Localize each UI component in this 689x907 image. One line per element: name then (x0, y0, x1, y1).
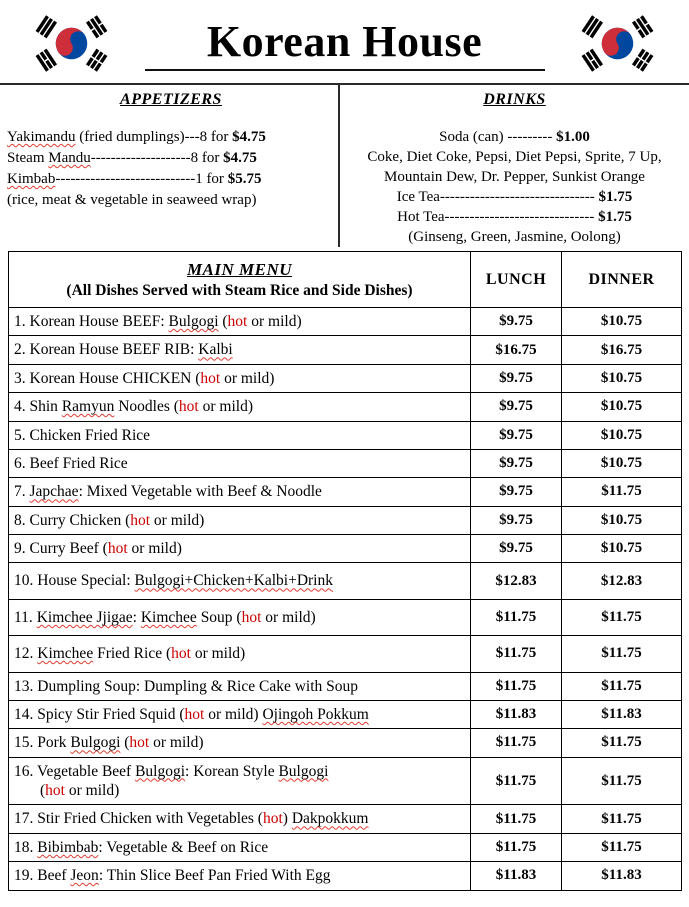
korean-word: Bulgogi (168, 313, 219, 330)
menu-row (9, 672, 682, 700)
dinner-column-header: DINNER (562, 252, 682, 308)
title-block (119, 12, 570, 71)
menu-item-name: 1. Korean House BEEF: Bulgogi (hot or mild) (9, 308, 471, 336)
menu-item-name: 15. Pork Bulgogi (hot or mild) (9, 729, 471, 757)
hot-indicator: hot (200, 369, 221, 387)
dinner-price: $10.75 (562, 393, 682, 421)
menu-row (9, 833, 682, 861)
korean-word: Bulgogi (135, 762, 186, 780)
dinner-price: $10.75 (562, 449, 682, 477)
menu-item-name: 4. Shin Ramyun Noodles (hot or mild) (9, 393, 471, 421)
lunch-price: $11.83 (471, 700, 562, 728)
hot-indicator: hot (178, 398, 199, 416)
menu-item-name: 19. Beef Jeon: Thin Slice Beef Pan Fried With Egg (9, 862, 471, 890)
korean-word: Kimchee Jjigae (36, 608, 133, 626)
drink-line: (Ginseng, Green, Jasmine, Oolong) (408, 229, 621, 245)
appetizers-list (4, 127, 338, 211)
lunch-price: $9.75 (471, 393, 562, 421)
hot-indicator: hot (129, 734, 150, 752)
menu-row (9, 506, 682, 534)
menu-item-name-line2: (hot or mild) (40, 782, 120, 799)
drinks-list (340, 127, 689, 247)
menu-row (9, 599, 682, 635)
korean-word: Yakimandu (7, 129, 76, 145)
korean-word: Ojingoh Pokkum (262, 705, 369, 723)
menu-row (9, 421, 682, 449)
lunch-price: $11.75 (471, 672, 562, 700)
menu-item-name: 14. Spicy Stir Fried Squid (hot or mild) Ojingoh Pokkum (9, 700, 471, 728)
menu-row (9, 478, 682, 506)
lunch-price: $11.83 (471, 862, 562, 890)
menu-item-name: 9. Curry Beef (hot or mild) (9, 535, 471, 563)
dinner-price: $11.75 (562, 805, 682, 833)
menu-item-name: 12. Kimchee Fried Rice (hot or mild) (9, 636, 471, 672)
menu-row (9, 364, 682, 392)
title-underline-rule (145, 69, 545, 71)
lunch-price: $9.75 (471, 308, 562, 336)
hot-indicator: hot (227, 313, 248, 330)
lunch-price: $9.75 (471, 478, 562, 506)
menu-item-name: 13. Dumpling Soup: Dumpling & Rice Cake with Soup (9, 672, 471, 700)
hot-indicator: hot (45, 782, 65, 799)
lunch-price: $11.75 (471, 729, 562, 757)
menu-item-name: 2. Korean House BEEF RIB: Kalbi (9, 336, 471, 364)
appetizer-line: (rice, meat & vegetable in seaweed wrap) (7, 192, 257, 208)
lunch-price: $9.75 (471, 421, 562, 449)
dinner-price: $10.75 (562, 535, 682, 563)
dinner-price: $11.75 (562, 833, 682, 861)
menu-item-name: 11. Kimchee Jjigae: Kimchee Soup (hot or mild) (9, 599, 471, 635)
menu-item-name: 16. Vegetable Beef Bulgogi: Korean Style Bulgogi (hot or mild) (9, 757, 471, 805)
dinner-price: $10.75 (562, 421, 682, 449)
menu-row (9, 449, 682, 477)
lunch-price: $16.75 (471, 336, 562, 364)
hot-indicator: hot (107, 540, 128, 557)
dinner-price: $11.75 (562, 478, 682, 506)
menu-item-name: 3. Korean House CHICKEN (hot or mild) (9, 364, 471, 392)
menu-row (9, 336, 682, 364)
main-menu-subheading: (All Dishes Served with Steam Rice and Side Dishes) (66, 281, 413, 299)
dinner-price: $11.83 (562, 700, 682, 728)
main-menu-heading-cell (9, 252, 471, 308)
appetizers-heading: APPETIZERS (120, 91, 222, 108)
appetizer-line: Kimbab----------------------------1 for $5.75 (7, 171, 262, 187)
lunch-price: $9.75 (471, 535, 562, 563)
menu-header-row (9, 252, 682, 308)
korean-word: Mandu (48, 150, 91, 166)
korean-word: Jeon (70, 867, 99, 885)
dinner-price: $11.75 (562, 599, 682, 635)
dinner-price: $11.75 (562, 636, 682, 672)
dinner-price: $10.75 (562, 364, 682, 392)
page-title: Korean House (206, 17, 483, 66)
hot-indicator: hot (171, 645, 191, 663)
hot-indicator: hot (241, 608, 262, 626)
lunch-price: $11.75 (471, 757, 562, 805)
dinner-price: $10.75 (562, 506, 682, 534)
menu-item-name: 10. House Special: Bulgogi+Chicken+Kalbi+Drink (9, 563, 471, 599)
korean-flag-left-icon (24, 12, 119, 75)
lunch-price: $11.75 (471, 599, 562, 635)
drink-line: Coke, Diet Coke, Pepsi, Diet Pepsi, Sprite, 7 Up, (367, 149, 662, 165)
dinner-price: $11.75 (562, 672, 682, 700)
masthead (0, 0, 689, 75)
korean-word: Dakpokkum (291, 810, 369, 828)
lunch-column-header: LUNCH (471, 252, 562, 308)
menu-item-name: 6. Beef Fried Rice (9, 449, 471, 477)
main-menu-table (8, 251, 682, 891)
korean-word: Kimchee (140, 608, 197, 626)
korean-word: Bulgogi+Chicken+Kalbi+Drink (134, 572, 333, 590)
lunch-price: $11.75 (471, 805, 562, 833)
lunch-price: $9.75 (471, 364, 562, 392)
dinner-price: $11.75 (562, 757, 682, 805)
menu-row (9, 805, 682, 833)
lunch-price: $11.75 (471, 833, 562, 861)
dinner-price: $11.83 (562, 862, 682, 890)
drink-line: Mountain Dew, Dr. Pepper, Sunkist Orange (384, 169, 645, 185)
menu-row (9, 393, 682, 421)
korean-word: Bulgogi (278, 762, 329, 780)
drink-line: Hot Tea------------------------------ $1.75 (397, 209, 632, 225)
dinner-price: $10.75 (562, 308, 682, 336)
dinner-price: $16.75 (562, 336, 682, 364)
korean-word: Ramyun (61, 398, 115, 416)
menu-row (9, 636, 682, 672)
appetizer-line: Steam Mandu--------------------8 for $4.75 (7, 150, 257, 166)
menu-item-name: 8. Curry Chicken (hot or mild) (9, 506, 471, 534)
menu-item-name: 17. Stir Fried Chicken with Vegetables (hot) Dakpokkum (9, 805, 471, 833)
dinner-price: $12.83 (562, 563, 682, 599)
menu-row (9, 308, 682, 336)
drink-line: Soda (can) --------- $1.00 (439, 129, 590, 145)
menu-row (9, 729, 682, 757)
menu-row (9, 757, 682, 805)
starters-and-drinks-section (0, 83, 689, 247)
hot-indicator: hot (262, 810, 283, 828)
menu-item-name: 5. Chicken Fried Rice (9, 421, 471, 449)
menu-row (9, 862, 682, 890)
main-menu-heading: MAIN MENU (186, 259, 293, 279)
korean-flag-right-icon (570, 12, 665, 75)
drink-line: Ice Tea------------------------------- $1.75 (396, 189, 633, 205)
korean-word: Bibimbab (37, 838, 99, 856)
korean-word: Kimchee (37, 645, 94, 663)
menu-row (9, 535, 682, 563)
lunch-price: $9.75 (471, 449, 562, 477)
hot-indicator: hot (130, 511, 151, 529)
appetizer-line: Yakimandu (fried dumplings)---8 for $4.75 (7, 129, 266, 145)
menu-row (9, 563, 682, 599)
korean-word: Kimbab (7, 171, 56, 187)
lunch-price: $11.75 (471, 636, 562, 672)
menu-item-name: 7. Japchae: Mixed Vegetable with Beef & Noodle (9, 478, 471, 506)
lunch-price: $9.75 (471, 506, 562, 534)
drinks-heading: DRINKS (483, 91, 546, 108)
hot-indicator: hot (184, 705, 205, 723)
dinner-price: $11.75 (562, 729, 682, 757)
lunch-price: $12.83 (471, 563, 562, 599)
appetizers-section (0, 85, 340, 247)
korean-word: Japchae (29, 483, 79, 501)
korean-word: Bulgogi (70, 734, 121, 752)
menu-row (9, 700, 682, 728)
menu-item-name: 18. Bibimbab: Vegetable & Beef on Rice (9, 833, 471, 861)
korean-word: Kalbi (198, 341, 233, 359)
drinks-section (340, 85, 689, 247)
